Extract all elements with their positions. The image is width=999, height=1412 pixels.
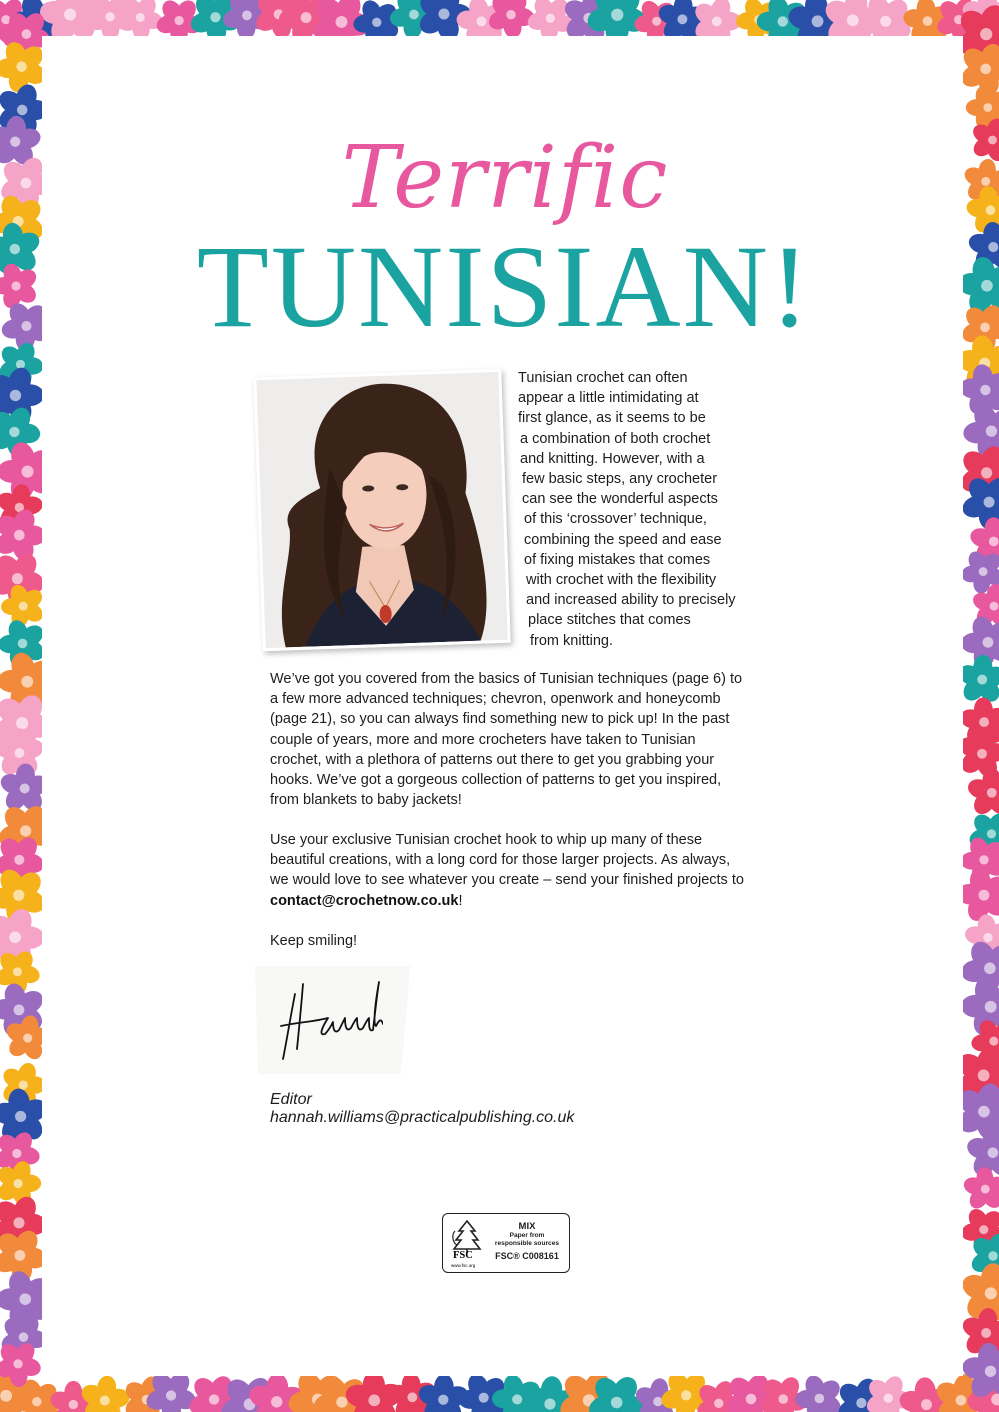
editor-email[interactable]: hannah.williams@practicalpublishing.co.uk: [270, 1109, 575, 1126]
fsc-code: FSC® C008161: [495, 1251, 559, 1261]
intro-line: a combination of both crochet: [520, 430, 711, 447]
intro-line: first glance, as it seems to be: [518, 410, 706, 427]
intro-line: few basic steps, any crocheter: [522, 471, 718, 488]
title-script: Terrific: [341, 128, 669, 228]
intro-line: combining the speed and ease: [524, 531, 722, 548]
intro-line: with crochet with the flexibility: [526, 572, 717, 589]
editor-photo: [253, 369, 510, 651]
flower-shape: [962, 1167, 999, 1212]
paragraph-hook-end: !: [458, 892, 463, 909]
title-main: TUNISIAN!: [196, 221, 812, 352]
intro-line: Tunisian crochet can often: [518, 370, 688, 386]
signature-box: [255, 966, 410, 1074]
sign-off: Keep smiling!: [270, 933, 358, 949]
fsc-tree-icon: [447, 1217, 487, 1269]
intro-line: can see the wonderful aspects: [522, 491, 718, 508]
fsc-line1: Paper from: [509, 1232, 545, 1239]
flower-shape: [795, 1373, 845, 1412]
intro-line: and knitting. However, with a: [520, 450, 705, 467]
fsc-text: [487, 1221, 567, 1261]
fsc-url: www.fsc.org: [451, 1263, 476, 1268]
intro-line: from knitting.: [530, 632, 613, 649]
fsc-badge: [442, 1213, 570, 1273]
flower-shape: [965, 768, 999, 818]
editor-portrait-icon: [256, 372, 507, 648]
flower-shape: [116, 0, 164, 41]
intro-text: [518, 368, 758, 651]
intro-line: of fixing mistakes that comes: [524, 551, 711, 568]
editor-role: Editor: [270, 1091, 312, 1108]
fsc-line2: responsible sources: [494, 1240, 560, 1247]
fsc-brand: FSC: [453, 1250, 473, 1261]
fsc-mix: MIX: [518, 1221, 536, 1232]
contact-email-link[interactable]: contact@crochetnow.co.uk: [270, 892, 459, 909]
intro-line: of this ‘crossover’ technique,: [524, 511, 707, 528]
signature-hannah: [273, 974, 383, 1064]
paragraph-hook: [270, 830, 748, 911]
intro-line: and increased ability to precisely: [526, 592, 736, 609]
intro-line: place stitches that comes: [528, 612, 691, 629]
paragraph-techniques: We’ve got you covered from the basics of Tunisian techniques (page 6) to a few more advanced techniques; chevron, openwork and honeycomb (page 21), so you can always find something new to pick up! In the past couple of years, more and more crocheters have taken to Tunisian crochet, with a plethora of patterns out there to get you grabbing your hooks. We’ve got a gorgeous collection of patterns to get you inspired, from blankets to baby jackets!: [270, 671, 743, 809]
intro-line: appear a little intimidating at: [518, 390, 699, 407]
paragraph-hook-text: Use your exclusive Tunisian crochet hook to whip up many of these beautiful creations, with a long cord for those larger projects. As always, we would love to see whatever you create – send your finished projects to: [270, 832, 744, 889]
